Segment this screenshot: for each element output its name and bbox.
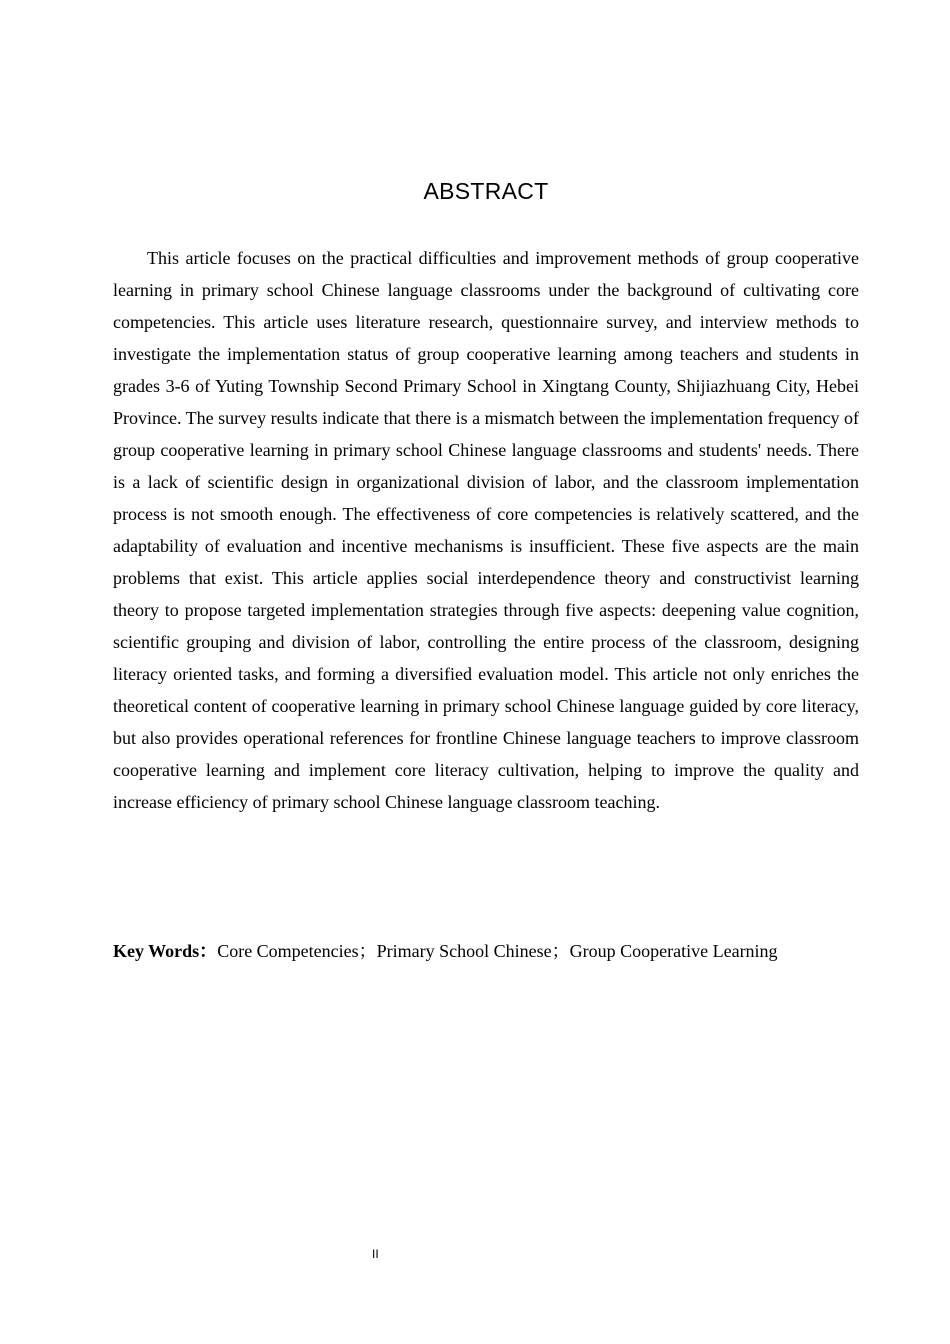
page-number: II bbox=[372, 1247, 379, 1261]
keywords-line bbox=[113, 937, 873, 965]
abstract-body: This article focuses on the practical difficulties and improvement methods of group cooperative learning in primary school Chinese language classrooms under the background of cultivating core competencies. This article uses literature research, questionnaire survey, and interview methods to investigate the implementation status of group cooperative learning among teachers and students in grades 3-6 of Yuting Township Second Primary School in Xingtang County, Shijiazhuang City, Hebei Province. The survey results indicate that there is a mismatch between the implementation frequency of group cooperative learning in primary school Chinese language classrooms and students' needs. There is a lack of scientific design in organizational division of labor, and the classroom implementation process is not smooth enough. The effectiveness of core competencies is relatively scattered, and the adaptability of evaluation and incentive mechanisms is insufficient. These five aspects are the main problems that exist. This article applies social interdependence theory and constructivist learning theory to propose targeted implementation strategies through five aspects: deepening value cognition, scientific grouping and division of labor, controlling the entire process of the classroom, designing literacy oriented tasks, and forming a diversified evaluation model. This article not only enriches the theoretical content of cooperative learning in primary school Chinese language guided by core literacy, but also provides operational references for frontline Chinese language teachers to improve classroom cooperative learning and implement core literacy cultivation, helping to improve the quality and increase efficiency of primary school Chinese language classroom teaching. bbox=[113, 248, 859, 812]
abstract-title: ABSTRACT bbox=[423, 178, 549, 204]
keywords-text: Core Competencies；Primary School Chinese；Group Cooperative Learning bbox=[217, 941, 778, 961]
keywords-label: Key Words： bbox=[113, 941, 218, 961]
